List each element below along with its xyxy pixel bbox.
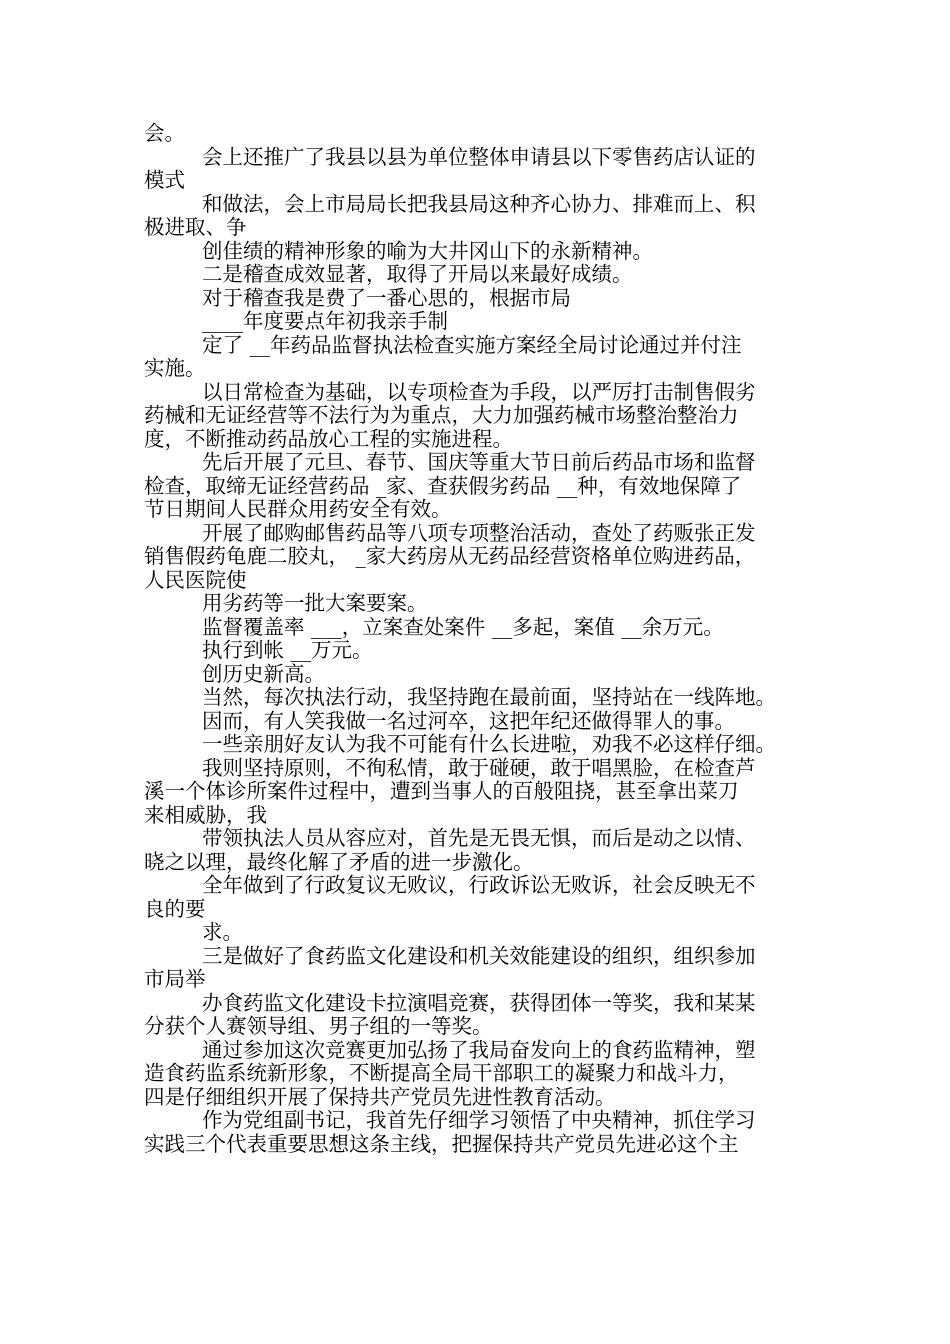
text-line: 会上还推广了我县以县为单位整体申请县以下零售药店认证的: [202, 144, 756, 169]
text-line: 定了 __年药品监督执法检查实施方案经全局讨论通过并付注: [202, 332, 742, 357]
text-line: 办食药监文化建设卡拉演唱竞赛，获得团体一等奖，我和某某: [202, 990, 756, 1015]
text-line: 带领执法人员从容应对，首先是无畏无惧，而后是动之以情、: [202, 826, 756, 850]
text-line: 三是做好了食药监文化建设和机关效能建设的组织，组织参加: [202, 943, 756, 968]
text-line: 分获个人赛领导组、男子组的一等奖。: [144, 1014, 493, 1038]
text-line: 以日常检查为基础，以专项检查为手段，以严厉打击制售假劣: [202, 379, 756, 404]
text-line: 良的要: [144, 896, 206, 921]
text-line: 药械和无证经营等不法行为为重点，大力加强药械市场整治整治力: [144, 403, 739, 427]
text-line: 二是稽查成效显著，取得了开局以来最好成绩。: [202, 262, 633, 286]
text-line: 检查，取缔无证经营药品 _家、查获假劣药品 __种，有效地保障了: [144, 473, 742, 498]
text-line: 对于稽查我是费了一番心思的，根据市局: [202, 285, 571, 310]
text-line: 度，不断推动药品放心工程的实施进程。: [144, 426, 513, 451]
text-line: 实施。: [144, 356, 206, 380]
text-line: ____年度要点年初我亲手制: [202, 309, 448, 333]
text-line: 溪一个体诊所案件过程中，遭到当事人的百般阻挠，甚至拿出菜刀: [144, 779, 739, 803]
document-body: [144, 122, 814, 1156]
text-line: 模式: [144, 168, 185, 192]
text-line: 会。: [144, 121, 185, 145]
text-line: 用劣药等一批大案要案。: [202, 591, 428, 615]
text-line: 来相威胁，我: [144, 802, 267, 827]
text-line: 晓之以理，最终化解了矛盾的进一步激化。: [144, 849, 534, 874]
text-line: 作为党组副书记，我首先仔细学习领悟了中央精神，抓住学习: [202, 1108, 756, 1132]
text-line: 节日期间人民群众用药安全有效。: [144, 497, 452, 521]
text-line: 求。: [202, 920, 243, 944]
text-line: 全年做到了行政复议无败议，行政诉讼无败诉，社会反映无不: [202, 873, 756, 897]
text-line: 我则坚持原则，不徇私情，敢于碰硬，敢于唱黑脸，在检查芦: [202, 755, 756, 780]
text-line: 监督覆盖率 ___，立案查处案件 __多起，案值 __余万元。: [202, 614, 724, 639]
text-line: 当然，每次执法行动，我坚持跑在最前面，坚持站在一线阵地。: [202, 685, 776, 709]
text-line: 通过参加这次竞赛更加弘扬了我局奋发向上的食药监精神，塑: [202, 1037, 756, 1062]
text-line: 销售假药龟鹿二胶丸， _家大药房从无药品经营资格单位购进药品，: [144, 544, 756, 568]
text-line: 和做法，会上市局局长把我县局这种齐心协力、排难而上、积: [202, 191, 756, 216]
text-line: 创佳绩的精神形象的喻为大井冈山下的永新精神。: [202, 238, 653, 263]
text-line: 极进取、争: [144, 215, 247, 239]
text-line: 造食药监系统新形象，不断提高全局干部职工的凝聚力和战斗力，: [144, 1061, 739, 1085]
text-line: 实践三个代表重要思想这条主线，把握保持共产党员先进必这个主: [144, 1131, 739, 1156]
text-line: 一些亲朋好友认为我不可能有什么长进啦，劝我不必这样仔细。: [202, 732, 776, 756]
text-line: 市局举: [144, 967, 206, 991]
text-line: 创历史新高。: [202, 661, 325, 686]
text-line: 四是仔细组织开展了保持共产党员先进性教育活动。: [144, 1084, 616, 1109]
text-line: 人民医院使: [144, 567, 247, 592]
text-line: 因而，有人笑我做一名过河卒，这把年纪还做得罪人的事。: [202, 708, 735, 733]
text-line: 先后开展了元旦、春节、国庆等重大节日前后药品市场和监督: [202, 450, 756, 474]
text-line: 开展了邮购邮售药品等八项专项整治活动，查处了药贩张正发: [202, 520, 756, 545]
text-line: 执行到帐 __万元。: [202, 638, 373, 662]
